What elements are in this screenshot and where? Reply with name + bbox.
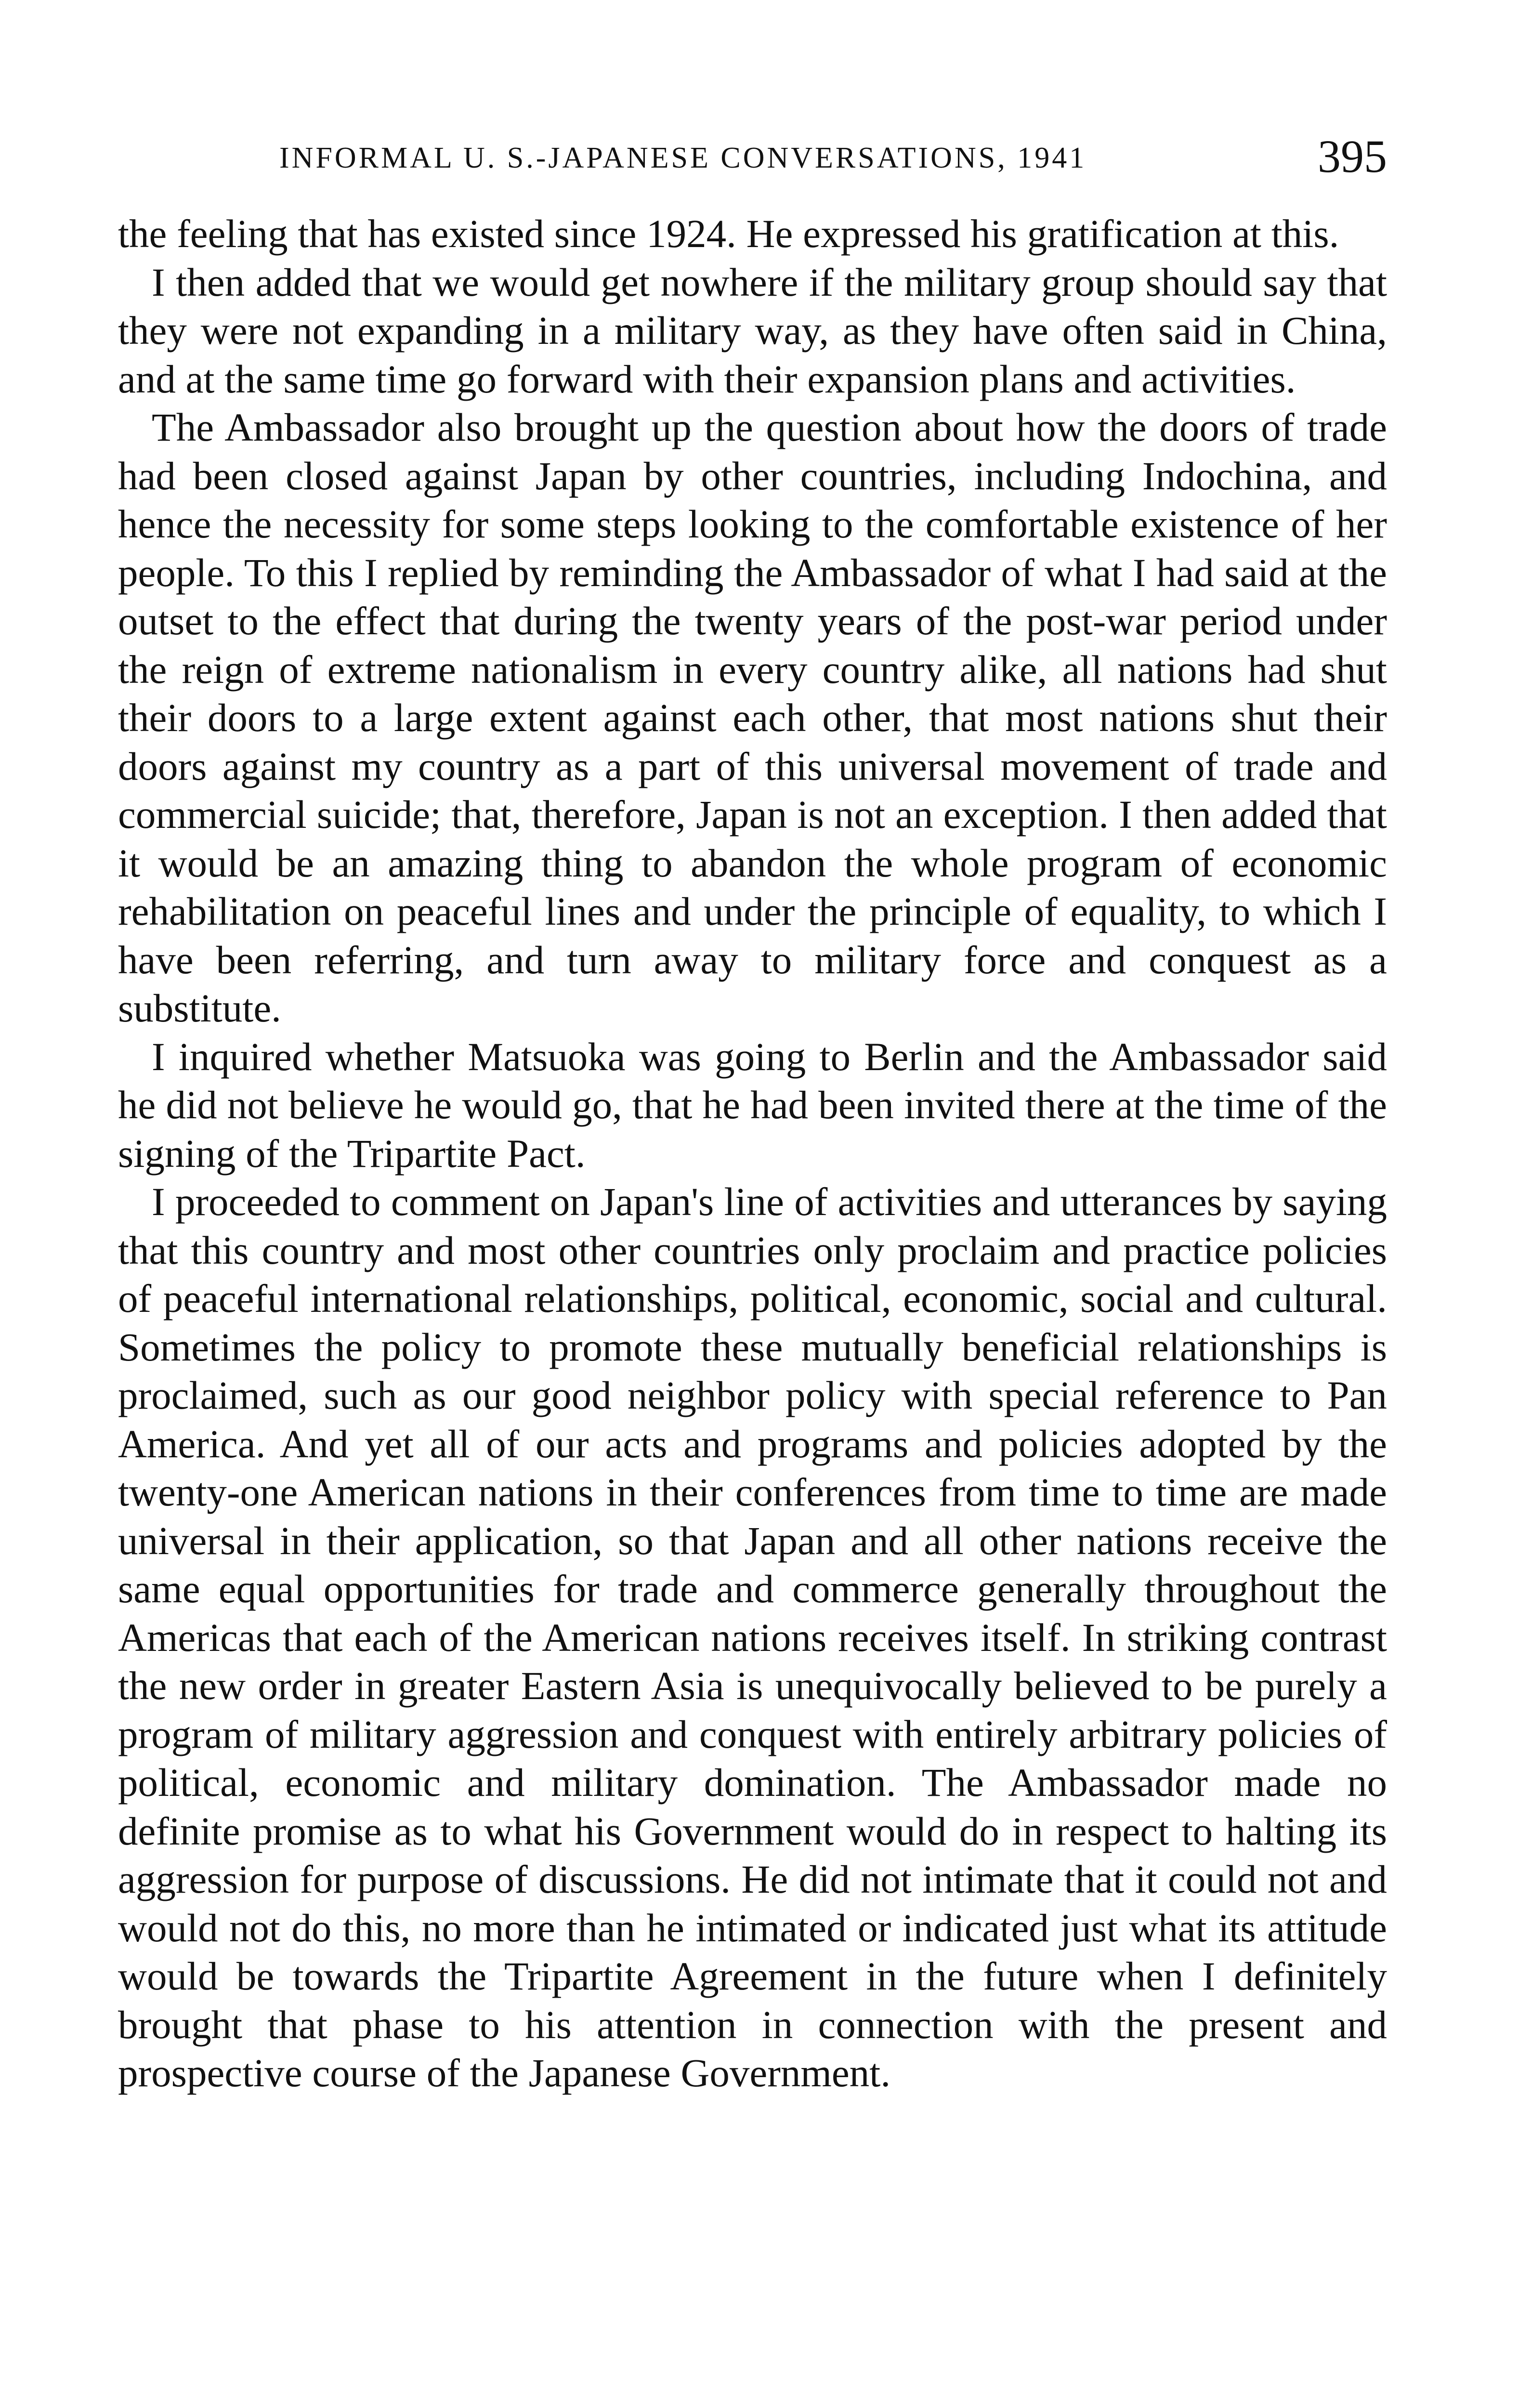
paragraph-continuation: the feeling that has existed since 1924. He expressed his gratification at this. — [118, 211, 1339, 256]
page-header — [118, 123, 1387, 181]
body-text — [118, 209, 1387, 2097]
paragraph-japan-activities: I proceeded to comment on Japan's line of activities and utterances by saying that this country and most other countries only proclaim and practice policies of peaceful international relationships, political, economic, social and cultural. Sometimes the policy to promote these mutually beneficial relationships is proclaimed, such as our good neighbor policy with special reference to Pan America. And yet all of our acts and programs and policies adopted by the twenty-one American nations in their conferences from time to time are made universal in their application, so that Japan and all other nations receive the same equal opportunities for trade and commerce generally throughout the Americas that each of the American nations receives itself. In striking contrast the new order in greater Eastern Asia is unequivocally believed to be purely a program of military aggression and conquest with entirely arbitrary policies of political, economic and military domination. The Ambassador made no definite promise as to what his Government would do in respect to halting its aggression for purpose of discussions. He did not intimate that it could not and would not do this, no more than he intimated or indicated just what its attitude would be towards the Tripartite Agreement in the future when I definitely brought that phase to his attention in connection with the present and prospective course of the Japanese Government. — [118, 1179, 1387, 2095]
paragraph-doors-of-trade: The Ambassador also brought up the question about how the doors of trade had been closed against Japan by other countries, including Indochina, and hence the necessity for some steps looking to the comfortable existence of her people. To this I replied by reminding the Ambassador of what I had said at the outset to the effect that during the twenty years of the post-war period under the reign of extreme nationalism in every country alike, all nations had shut their doors to a large extent against each other, that most nations shut their doors against my country as a part of this universal movement of trade and commercial suicide; that, therefore, Japan is not an exception. I then added that it would be an amazing thing to abandon the whole program of economic rehabilitation on peaceful lines and under the principle of equality, to which I have been referring, and turn away to military force and conquest as a substitute. — [118, 405, 1387, 1030]
paragraph-matsuoka-berlin: I inquired whether Matsuoka was going to Berlin and the Ambassador said he did not believe he would go, that he had been invited there at the time of the signing of the Tripartite Pact. — [118, 1034, 1387, 1176]
running-head: INFORMAL U. S.-JAPANESE CONVERSATIONS, 1941 — [279, 142, 1087, 174]
paragraph-military-group: I then added that we would get nowhere if the military group should say that they were not expanding in a military way, as they have often said in China, and at the same time go forward with their expansion plans and activities. — [118, 260, 1387, 401]
page-number: 395 — [1318, 131, 1387, 182]
